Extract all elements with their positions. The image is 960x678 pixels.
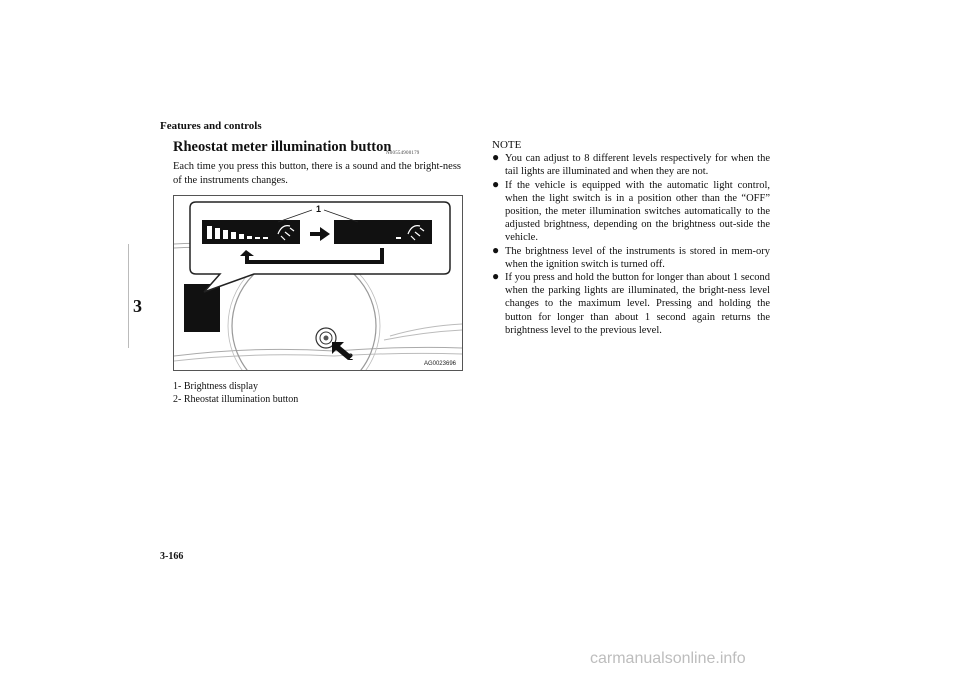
section-code: N00554900179 <box>386 151 420 156</box>
chapter-tab-number: 3 <box>133 296 142 316</box>
note-item: ● If you press and hold the button for longer than about 1 second when the parking lights are illuminated, the bright-ness level changes to the maximum level. Pressing and holding the button for longer than about 1 second again returns the brightness level to the previous level. <box>492 271 770 337</box>
note-label: NOTE <box>492 139 522 151</box>
illustration-drawing <box>174 196 462 370</box>
caption-item: 1- Brightness display <box>173 381 258 392</box>
note-item: ● The brightness level of the instruments is stored in mem-ory when the ignition switch is turned off. <box>492 245 770 271</box>
note-item: ● If the vehicle is equipped with the automatic light control, when the light switch is in a position other than the “OFF” position, the meter illumination switches automatically to the adjusted brightness, depending on the brightness out-side the vehicle. <box>492 179 770 245</box>
label-1: 1 <box>316 204 322 214</box>
note-item: ● You can adjust to 8 different levels respectively for when the tail lights are illuminated and when they are not. <box>492 152 770 178</box>
note-section <box>492 139 770 337</box>
intro-paragraph: Each time you press this button, there is a sound and the bright-ness of the instruments changes. <box>173 161 461 186</box>
section-title: Rheostat meter illumination button <box>173 139 392 155</box>
note-list <box>492 152 770 337</box>
watermark: carmanualsonline.info <box>590 650 746 667</box>
figure-captions <box>173 380 298 406</box>
label-2: 2 <box>348 352 354 362</box>
section-header: Features and controls <box>160 120 262 132</box>
figure-code: AG0023696 <box>423 361 456 367</box>
illustration <box>173 195 463 371</box>
chapter-tab-line <box>128 244 129 348</box>
caption-item: 2- Rheostat illumination button <box>173 394 299 405</box>
page-number: 3-166 <box>160 551 184 562</box>
